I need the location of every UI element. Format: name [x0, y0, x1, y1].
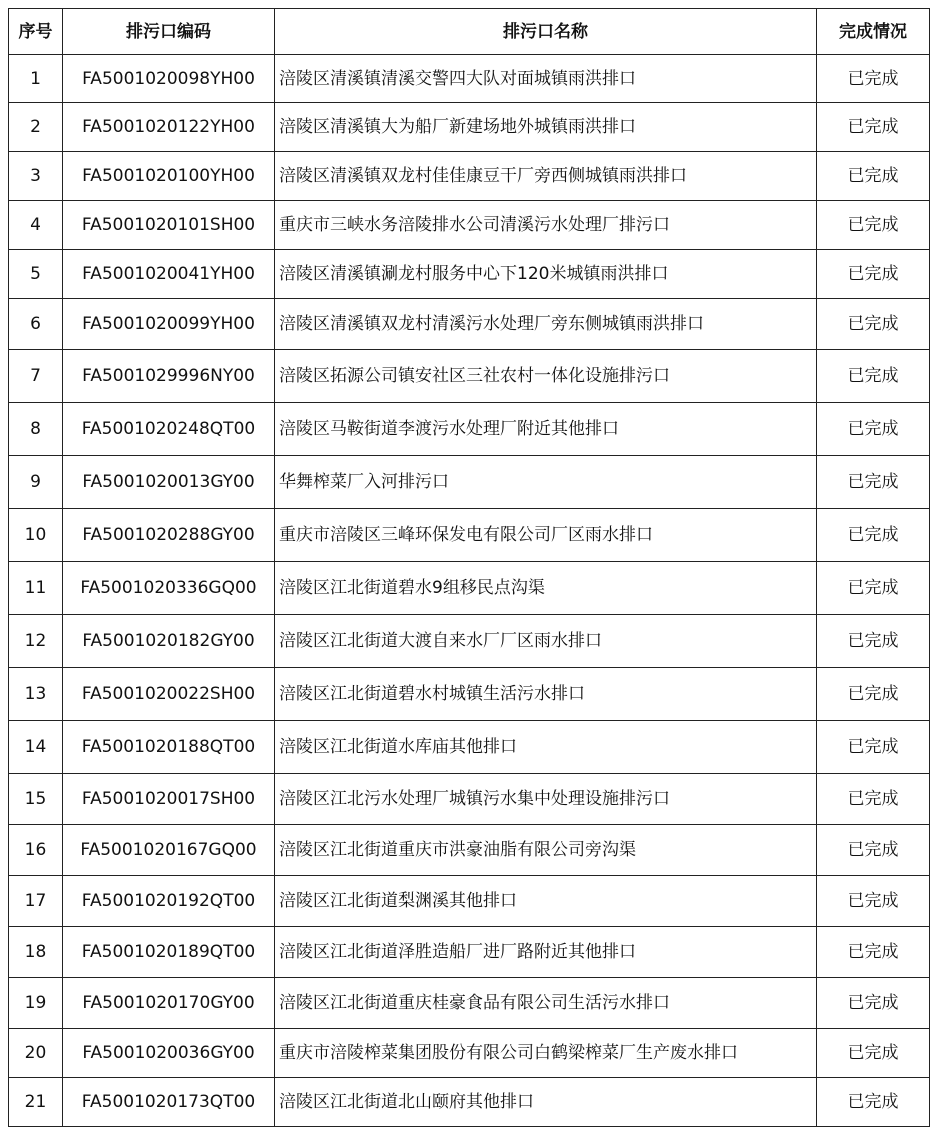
table-row — [9, 1078, 930, 1127]
cell-status: 已完成 — [817, 668, 930, 721]
table-row — [9, 774, 930, 825]
cell-name: 涪陵区江北街道重庆桂豪食品有限公司生活污水排口 — [275, 978, 817, 1029]
cell-code: FA5001020017SH00 — [63, 774, 275, 825]
cell-no: 4 — [9, 201, 63, 250]
cell-no: 10 — [9, 509, 63, 562]
cell-no: 12 — [9, 615, 63, 668]
cell-name: 涪陵区清溪镇大为船厂新建场地外城镇雨洪排口 — [275, 103, 817, 152]
cell-name: 重庆市涪陵榨菜集团股份有限公司白鹤梁榨菜厂生产废水排口 — [275, 1029, 817, 1078]
cell-no: 1 — [9, 55, 63, 103]
cell-name: 涪陵区江北街道水库庙其他排口 — [275, 721, 817, 774]
cell-status: 已完成 — [817, 615, 930, 668]
cell-name: 华舞榨菜厂入河排污口 — [275, 456, 817, 509]
cell-name: 重庆市涪陵区三峰环保发电有限公司厂区雨水排口 — [275, 509, 817, 562]
cell-status: 已完成 — [817, 774, 930, 825]
cell-name: 涪陵区拓源公司镇安社区三社农村一体化设施排污口 — [275, 350, 817, 403]
header-status: 完成情况 — [817, 9, 930, 55]
cell-name: 涪陵区江北街道碧水9组移民点沟渠 — [275, 562, 817, 615]
cell-name: 涪陵区清溪镇双龙村清溪污水处理厂旁东侧城镇雨洪排口 — [275, 299, 817, 350]
table-row — [9, 721, 930, 774]
cell-no: 17 — [9, 876, 63, 927]
cell-code: FA5001020099YH00 — [63, 299, 275, 350]
table-row — [9, 825, 930, 876]
cell-name: 涪陵区江北街道北山颐府其他排口 — [275, 1078, 817, 1127]
cell-code: FA5001020336GQ00 — [63, 562, 275, 615]
cell-code: FA5001020248QT00 — [63, 403, 275, 456]
table-row — [9, 927, 930, 978]
cell-code: FA5001020188QT00 — [63, 721, 275, 774]
cell-status: 已完成 — [817, 456, 930, 509]
table-header — [9, 9, 930, 55]
cell-no: 15 — [9, 774, 63, 825]
cell-code: FA5001020122YH00 — [63, 103, 275, 152]
cell-name: 涪陵区江北街道碧水村城镇生活污水排口 — [275, 668, 817, 721]
table-row — [9, 201, 930, 250]
cell-name: 涪陵区清溪镇双龙村佳佳康豆干厂旁西侧城镇雨洪排口 — [275, 152, 817, 201]
cell-code: FA5001020013GY00 — [63, 456, 275, 509]
cell-code: FA5001020182GY00 — [63, 615, 275, 668]
cell-status: 已完成 — [817, 562, 930, 615]
cell-no: 9 — [9, 456, 63, 509]
cell-name: 涪陵区马鞍街道李渡污水处理厂附近其他排口 — [275, 403, 817, 456]
cell-name: 重庆市三峡水务涪陵排水公司清溪污水处理厂排污口 — [275, 201, 817, 250]
cell-no: 13 — [9, 668, 63, 721]
header-code: 排污口编码 — [63, 9, 275, 55]
cell-no: 19 — [9, 978, 63, 1029]
cell-no: 14 — [9, 721, 63, 774]
cell-code: FA5001020022SH00 — [63, 668, 275, 721]
cell-code: FA5001020036GY00 — [63, 1029, 275, 1078]
cell-status: 已完成 — [817, 509, 930, 562]
table-row — [9, 876, 930, 927]
cell-status: 已完成 — [817, 250, 930, 299]
cell-no: 7 — [9, 350, 63, 403]
table-row — [9, 978, 930, 1029]
table-row — [9, 350, 930, 403]
cell-no: 20 — [9, 1029, 63, 1078]
table-row — [9, 1029, 930, 1078]
cell-no: 3 — [9, 152, 63, 201]
table-body — [9, 55, 930, 1127]
cell-no: 2 — [9, 103, 63, 152]
cell-no: 21 — [9, 1078, 63, 1127]
cell-status: 已完成 — [817, 876, 930, 927]
table-row — [9, 299, 930, 350]
cell-name: 涪陵区江北污水处理厂城镇污水集中处理设施排污口 — [275, 774, 817, 825]
cell-code: FA5001020100YH00 — [63, 152, 275, 201]
cell-code: FA5001029996NY00 — [63, 350, 275, 403]
table-row — [9, 562, 930, 615]
cell-code: FA5001020101SH00 — [63, 201, 275, 250]
cell-status: 已完成 — [817, 825, 930, 876]
cell-no: 8 — [9, 403, 63, 456]
header-name: 排污口名称 — [275, 9, 817, 55]
table-row — [9, 152, 930, 201]
cell-no: 16 — [9, 825, 63, 876]
cell-status: 已完成 — [817, 927, 930, 978]
cell-no: 18 — [9, 927, 63, 978]
cell-code: FA5001020189QT00 — [63, 927, 275, 978]
cell-name: 涪陵区清溪镇清溪交警四大队对面城镇雨洪排口 — [275, 55, 817, 103]
header-row — [9, 9, 930, 55]
table-row — [9, 456, 930, 509]
table-row — [9, 250, 930, 299]
cell-no: 6 — [9, 299, 63, 350]
cell-status: 已完成 — [817, 103, 930, 152]
outfall-table-container — [8, 8, 930, 1127]
cell-status: 已完成 — [817, 299, 930, 350]
cell-status: 已完成 — [817, 721, 930, 774]
outfall-table — [8, 8, 930, 1127]
cell-name: 涪陵区江北街道梨渊溪其他排口 — [275, 876, 817, 927]
cell-status: 已完成 — [817, 201, 930, 250]
cell-code: FA5001020288GY00 — [63, 509, 275, 562]
cell-name: 涪陵区江北街道大渡自来水厂厂区雨水排口 — [275, 615, 817, 668]
table-row — [9, 403, 930, 456]
cell-status: 已完成 — [817, 403, 930, 456]
cell-code: FA5001020170GY00 — [63, 978, 275, 1029]
cell-name: 涪陵区江北街道重庆市洪豪油脂有限公司旁沟渠 — [275, 825, 817, 876]
cell-status: 已完成 — [817, 350, 930, 403]
table-row — [9, 509, 930, 562]
table-row — [9, 615, 930, 668]
table-row — [9, 103, 930, 152]
cell-status: 已完成 — [817, 1078, 930, 1127]
cell-status: 已完成 — [817, 978, 930, 1029]
cell-status: 已完成 — [817, 55, 930, 103]
table-row — [9, 55, 930, 103]
table-row — [9, 668, 930, 721]
cell-status: 已完成 — [817, 1029, 930, 1078]
header-no: 序号 — [9, 9, 63, 55]
cell-status: 已完成 — [817, 152, 930, 201]
cell-code: FA5001020192QT00 — [63, 876, 275, 927]
cell-code: FA5001020041YH00 — [63, 250, 275, 299]
cell-code: FA5001020098YH00 — [63, 55, 275, 103]
cell-code: FA5001020173QT00 — [63, 1078, 275, 1127]
cell-name: 涪陵区清溪镇涮龙村服务中心下120米城镇雨洪排口 — [275, 250, 817, 299]
cell-no: 11 — [9, 562, 63, 615]
cell-no: 5 — [9, 250, 63, 299]
cell-code: FA5001020167GQ00 — [63, 825, 275, 876]
cell-name: 涪陵区江北街道泽胜造船厂进厂路附近其他排口 — [275, 927, 817, 978]
